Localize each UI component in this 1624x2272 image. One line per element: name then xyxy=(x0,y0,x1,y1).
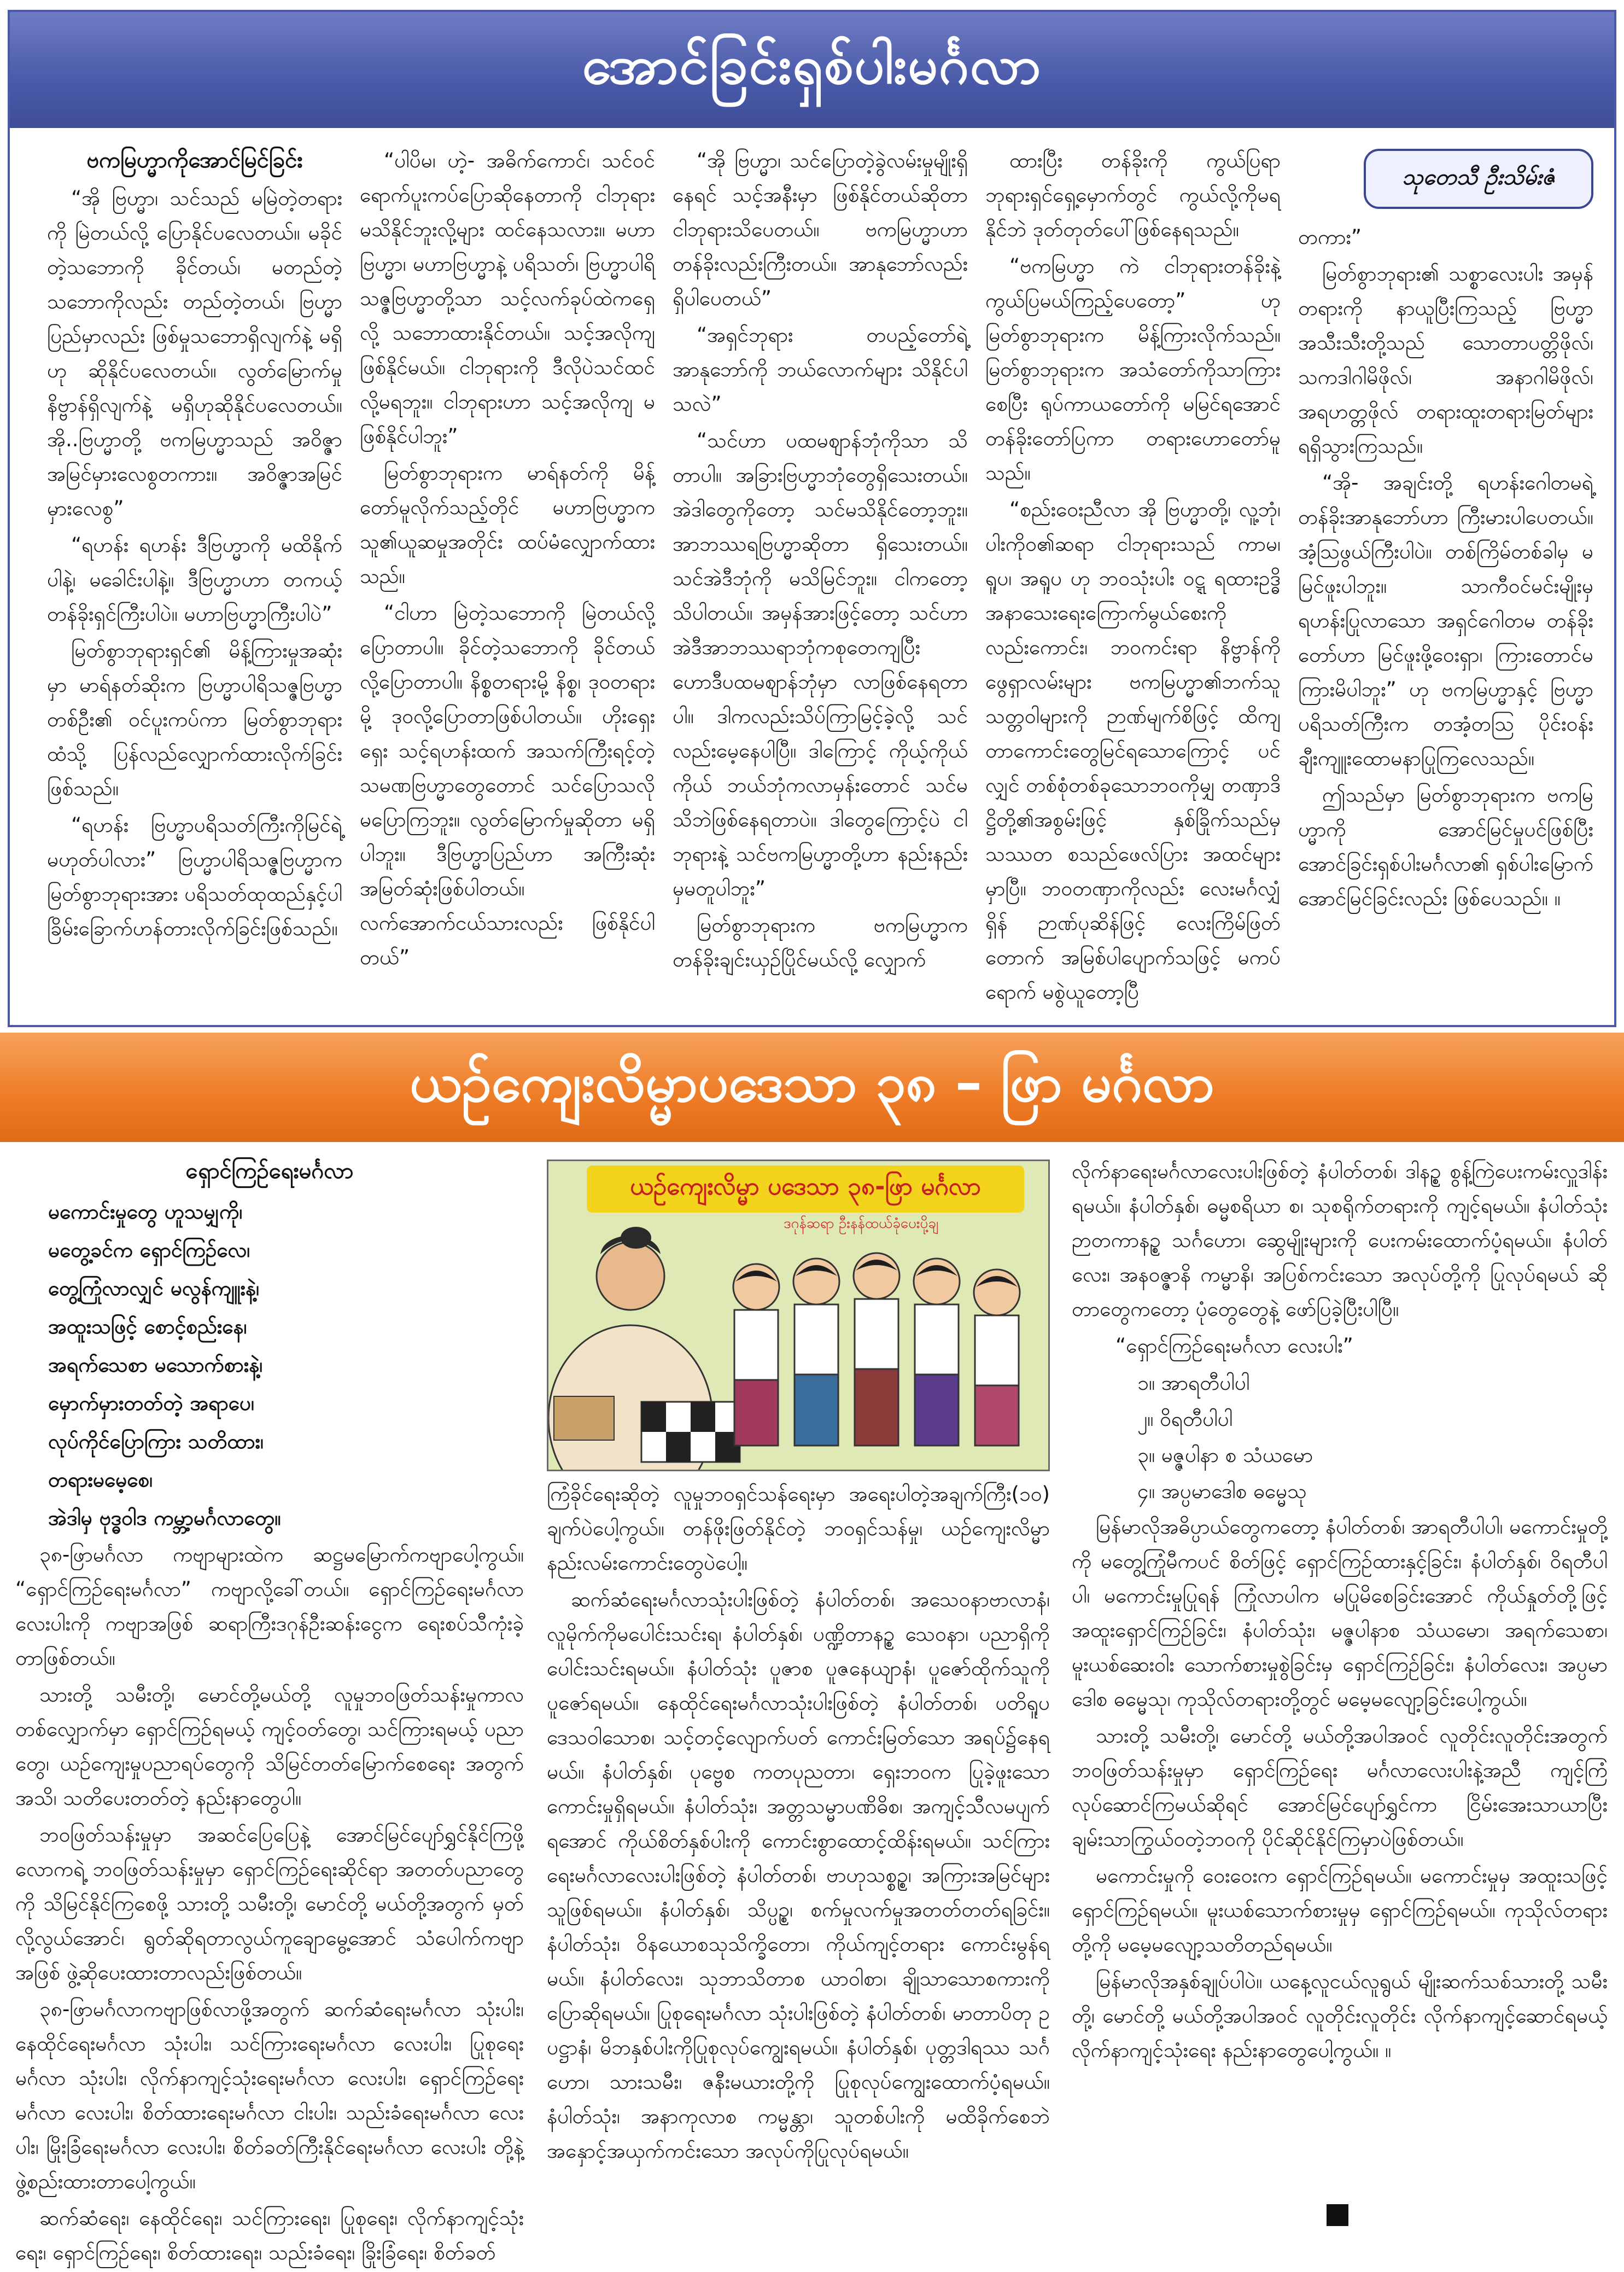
article-1-column-2 xyxy=(360,143,655,977)
paragraph: ဆက်ဆံရေး၊ နေထိုင်ရေး၊ သင်ကြားရေး၊ ပြုစုရေး၊ လိုက်နာကျင့်သုံးရေး၊ ရှောင်ကြဉ်ရေး၊ စိတ်ထားရေး၊ သည်းခံရေး၊ ခြိုးခြံရေး၊ စိတ်ခတ် xyxy=(15,2206,524,2264)
end-of-article-mark xyxy=(1327,2204,1348,2226)
paragraph: “အို- အချင်းတို့ ရဟန်းဂေါတမရဲ့ တန်ခိုးအာနုဘော်ဟာ ကြီးမားပါပေတယ်။ အံ့သြဖွယ်ကြီးပါပဲ။ တစ်ကြိမ်တစ်ခါမှ မမြင်ဖူးပါဘူး။ သာကီဝင်မင်းမျိုးမှ ရဟန်းပြုလာသော အရှင်ဂေါတမ တန်ခိုးတော်ဟာ မြင်ဖူးဖို့ဝေးရှာ၊ ကြားတောင်မကြားမိပါဘူး” ဟု ဗကမြဟ္မာနှင့် ဗြဟ္မာပရိသတ်ကြီးက တအံ့တသြ ပိုင်းဝန်းချီးကျူးထောမနာပြုကြလေသည်။ xyxy=(1298,471,1593,770)
paragraph: “အရှင်ဘုရား တပည့်တော်ရဲ့ အာနုဘော်ကို ဘယ်လောက်များ သိနိုင်ပါသလဲ” xyxy=(673,323,968,416)
paragraph: “စည်းဝေးညီလာ အို ဗြဟ္မာတို့၊ လူ့ဘုံ၊ ပါးကိုဝ၏ဆရာ ငါဘုရားသည် ကာမ၊ ရူပ၊ အရူပ ဟု ဘဝသုံးပါး ဝဋ္ဋ ရထားဥဒ္ဓိအနာသေးရေးကြောက်မွယ်စေးကိုလည်းကောင်း၊ ဘဝကင်းရာ နိဗ္ဗာန်ကို ဖွေရှာလမ်းများ ဗကမြဟ္မာ၏ဘက်သူသတ္တဝါများကို ဉာဏ်မျက်စိဖြင့် ထိကျတာကောင်းတွေမြင်ရသောကြောင့် ပင်လျှင် တစ်စုံတစ်ခုသောဘဝကိုမျှ တဏှာဒိဋ္ဌိတို့၏အစွမ်းဖြင့် နှစ်ခြိုက်သည်မှ သဿတ စသည်ဖေလ်ပြား အထင်များမှာပြီ။ ဘဝတဏှာကိုလည်း လေးမင်္ဂလျှံရှိန် ဉာဏ်ပုဆိန်ဖြင့် လေးကြိမ်ဖြတ်တောက် အမြစ်ပါပျောက်သဖြင့် မကပ်ရောက် မစွဲယူတော့ပြီ xyxy=(985,498,1281,1004)
article-1 xyxy=(8,10,1616,1027)
article-1-column-1 xyxy=(47,143,342,948)
paragraph: ဤသည်မှာ မြတ်စွာဘုရားက ဗကမြဟ္မာကို အောင်မြင်မှုပင်ဖြစ်ပြီး အောင်ခြင်းရှစ်ပါးမင်္ဂလာ၏ ရှစ်ပါးမြောက်အောင်မြင်ခြင်းလည်း ဖြစ်ပေသည်။ ။ xyxy=(1298,783,1593,910)
paragraph: မြန်မာလိုအနှစ်ချုပ်ပါပဲ။ ယနေ့လူငယ်လူရွယ် မျိုးဆက်သစ်သားတို့ သမီးတို့၊ မောင်တို့ မယ်တို့အပါအဝင် လူတိုင်းလူတိုင်း လိုက်နာကျင့်ဆောင်ရမယ့် လိုက်နာကျင့်သုံးရေး နည်းနာတွေပေါ့ကွယ်။ ။ xyxy=(1072,1970,1608,2062)
poem-line: အဲဒါမှ ဗုဒ္ဓဝါဒ ကမ္ဘာ့မင်္ဂလာတွေ။ xyxy=(48,1506,281,1530)
paragraph: မြတ်စွာဘုရားက ဗကမြဟ္မာက တန်ခိုးချင်းယှဉ်ပြိုင်မယ်လို့ လျှောက် xyxy=(673,913,968,971)
poem-line: တရားမမေ့စေ၊ xyxy=(48,1468,153,1492)
poem-line: မှောက်မှားတတ်တဲ့ အရာပေ၊ xyxy=(48,1391,254,1415)
article-1-title: အောင်ခြင်းရှစ်ပါးမင်္ဂလာ xyxy=(582,34,1042,96)
article-2-column-2 xyxy=(547,1477,1050,2170)
charm-list xyxy=(1072,1365,1608,1510)
paragraph: လိုက်နာရေးမင်္ဂလာလေးပါးဖြစ်တဲ့ နံပါတ်တစ်၊ ဒါနဉ္စ စွန့်ကြဲပေးကမ်းလှူဒါန်းရမယ်။ နံပါတ်နှစ်၊ ဓမ္မစရိယာ စ၊ သုစရိုက်တရားကို ကျင့်ရမယ်။ နံပါတ်သုံး ဉာတကာနဉ္စ သင်္ဂဟော၊ ဆွေမျိုးများကို ပေးကမ်းထောက်ပံ့ရမယ်။ နံပါတ်လေး၊ အနဝဇ္ဇာနိ ကမ္မာနိ၊ အပြစ်ကင်းသော အလုပ်တို့ကို ပြုလုပ်ရမယ် ဆိုတာတွေကတော့ ပုံတွေတွေနဲ့ ဖော်ပြခဲ့ပြီးပါပြီ။ xyxy=(1072,1160,1608,1321)
poem-line: အရက်သေစာ မသောက်စားနဲ့၊ xyxy=(48,1353,263,1377)
paragraph: မြတ်စွာဘုရားရှင်၏ မိန့်ကြားမှုအဆုံးမှာ မာရ်နတ်ဆိုးက ဗြဟ္မာပါရိသဇ္ဇဗြဟ္မာတစ်ဦး၏ ဝင်ပူးကပ်ကာ မြတ်စွာဘုရားထံသို့ ပြန်လည်လျှောက်ထားလိုက်ခြင်းဖြစ်သည်။ xyxy=(47,639,342,800)
paragraph: ထားပြီး တန်ခိုးကို ကွယ်ပြရာ ဘုရားရှင်ရှေ့မှောက်တွင် ကွယ်လို့ကိုမရနိုင်ဘဲ ဒုတ်တုတ်ပေါ်ဖြစ်နေရသည်။ xyxy=(985,149,1281,241)
paragraph: “အို ဗြဟ္မာ၊ သင်သည် မမြဲတဲ့တရားကို မြဲတယ်လို့ ပြောနိုင်ပလေတယ်။ မခိုင်တဲ့သဘောကို ခိုင်တယ်၊ မတည်တဲ့သဘောကိုလည်း တည်တဲ့တယ်၊ ဗြဟ္မာပြည်မှာလည်း ဖြစ်မှုသဘောရှိလျက်နဲ့ မရှိဟု ဆိုနိုင်ပလေတယ်။ လွတ်မြောက်မှုနိဗ္ဗာန်ရှိလျက်နဲ့ မရှိဟုဆိုနိုင်ပလေတယ်။ အို..ဗြဟ္မာတို့ ဗကမြဟ္မာသည် အဝိဇ္ဇာအမြင်မှားလေစွတကား။ အဝိဇ္ဇာအမြင်မှားလေစွ” xyxy=(47,187,342,520)
paragraph: မြတ်စွာဘုရားက မာရ်နတ်ကို မိန့်တော်မူလိုက်သည့်တိုင် မဟာဗြဟ္မာက သူ၏ယူဆမှုအတိုင်း ထပ်မံလျှောက်ထားသည်။ xyxy=(360,461,655,588)
quote: “ရှောင်ကြဉ်ရေးမင်္ဂလာ လေးပါး” xyxy=(1115,1334,1353,1358)
article-2-title: ယဉ်ကျေးလိမ္မာပဒေသာ ၃၈ – ဖြာ မင်္ဂလာ xyxy=(409,1051,1214,1114)
section-heading: ရှောင်ကြဉ်ရေးမင်္ဂလာ xyxy=(185,1158,354,1184)
paragraph: “ရဟန်း ရဟန်း ဒီဗြဟ္မာကို မထိနိုက်ပါနဲ့၊ မခေါင်းပါနဲ့။ ဒီဗြဟ္မာဟာ တကယ့်တန်ခိုးရှင်ကြီးပါပဲ။ မဟာဗြဟ္မာကြီးပါပဲ” xyxy=(47,533,342,626)
poem-line: လုပ်ကိုင်ပြောကြား သတိထား၊ xyxy=(48,1430,264,1453)
poem-line: မတွေ့ခင်က ရှောင်ကြဉ်လေ၊ xyxy=(48,1238,250,1262)
paragraph: တကား” xyxy=(1298,225,1362,249)
section-heading: ဗကမြဟ္မာကိုအောင်မြင်ခြင်း xyxy=(86,148,303,173)
paragraph: ကြံခိုင်ရေးဆိုတဲ့ လူမှုဘဝရှင်သန်ရေးမှာ အရေးပါတဲ့အချက်ကြီး(၁၀) ချက်ပဲပေါ့ကွယ်။ တန်ဖိုးဖြတ်နိုင်တဲ့ ဘဝရှင်သန်မှု၊ ယဉ်ကျေးလိမ္မာ နည်းလမ်းကောင်းတွေပဲပေါ့။ xyxy=(547,1482,1050,1575)
paragraph: ၃၈-ဖြာမင်္ဂလာကဗျာဖြစ်လာဖို့အတွက် ဆက်ဆံရေးမင်္ဂလာ သုံးပါး၊ နေထိုင်ရေးမင်္ဂလာ သုံးပါး၊ သင်ကြားရေးမင်္ဂလာ လေးပါး၊ ပြုစုရေးမင်္ဂလာ သုံးပါး၊ လိုက်နာကျင့်သုံးရေးမင်္ဂလာ လေးပါး၊ ရှောင်ကြဉ်ရေးမင်္ဂလာ လေးပါး၊ စိတ်ထားရေးမင်္ဂလာ ငါးပါး၊ သည်းခံရေးမင်္ဂလာ လေးပါး၊ မြိုးခြံရေးမင်္ဂလာ လေးပါး၊ စိတ်ခတ်ကြီးနိုင်ရေးမင်္ဂလာ လေးပါး တို့နဲ့ ဖွဲ့စည်းထားတာပေါ့ကွယ်။ xyxy=(15,1997,524,2193)
paragraph: မြန်မာလိုအဓိပ္ပာယ်တွေကတော့ နံပါတ်တစ်၊ အာရတီပါပါ၊ မကောင်းမှုတို့ကို မတွေ့ကြုံမီကပင် စိတ်ဖြင့် ရှောင်ကြဉ်ထားနှင့်ခြင်း၊ နံပါတ်နှစ်၊ ဝိရတီပါပါ၊ မကောင်းမှုပြုရန် ကြုံလာပါက မပြုမိစေခြင်းအောင် ကိုယ်နှုတ်တို့ဖြင့် အထူးရှောင်ကြဉ်ခြင်း၊ နံပါတ်သုံး၊ မဇ္ဇပါနာစ သံယမော၊ အရက်သေစာ၊ မူးယစ်ဆေးဝါး သောက်စားမှုစွဲခြင်းမှ ရှောင်ကြဉ်ခြင်း၊ နံပါတ်လေး၊ အပ္ပမာဒေါစ ဓမ္မေသု၊ ကုသိုလ်တရားတို့တွင် မမေ့မလျော့ခြင်းပေါ့ကွယ်။ xyxy=(1072,1515,1608,1711)
paragraph: “အို ဗြဟ္မာ၊ သင်ပြောတဲ့ခွဲလမ်းမှုမျိုးရှိနေရင် သင့်အနီးမှာ ဖြစ်နိုင်တယ်ဆိုတာ ငါဘုရားသိပေတယ်။ ဗကမြဟ္မာဟာ တန်ခိုးလည်းကြီးတယ်။ အာနုဘော်လည်းရှိပါပေတယ်” xyxy=(673,149,968,310)
poem xyxy=(15,1193,524,1537)
poem-line: မကောင်းမှုတွေ ဟူသမျှကို၊ xyxy=(48,1200,243,1224)
paragraph: မကောင်းမှုကို ဝေးဝေးက ရှောင်ကြဉ်ရမယ်။ မကောင်းမှုမှ အထူးသဖြင့်ရှောင်ကြဉ်ရမယ်။ မူးယစ်သောက်စားမှုမှ ရှောင်ကြဉ်ရမယ်။ ကုသိုလ်တရားတို့ကို မမေ့မလျော့သတိတည်ရမယ်။ xyxy=(1072,1864,1608,1956)
article-1-column-4 xyxy=(985,143,1281,1011)
paragraph: သားတို့ သမီးတို့၊ မောင်တို့မယ်တို့ လူမှုဘဝဖြတ်သန်းမှုကာလ တစ်လျှောက်မှာ ရှောင်ကြဉ်ရမယ့် ကျင့်ဝတ်တွေ၊ သင်ကြားရမယ့် ပညာတွေ၊ ယဉ်ကျေးမှုပညာရပ်တွေကို သိမြင်တတ်မြောက်စေရေး အတွက် အသိ၊ သတိပေးတတ်တဲ့ နည်းနာတွေပါ။ xyxy=(15,1683,524,1810)
article-1-column-3 xyxy=(673,143,968,979)
article-2-banner xyxy=(0,1033,1624,1142)
paragraph: “ဗကမြဟ္မာ ကဲ ငါဘုရားတန်ခိုးနဲ့ ကွယ်ပြမယ်ကြည့်ပေတော့” ဟုမြတ်စွာဘုရားက မိန့်ကြားလိုက်သည်။ မြတ်စွာဘုရားက အသံတော်ကိုသာကြားစေပြီး ရုပ်ကာယတော်ကို မမြင်ရအောင် တန်ခိုးတော်ပြကာ တရားဟောတော်မူသည်။ xyxy=(985,254,1281,485)
paragraph: ၃၈-ဖြာမင်္ဂလာ ကဗျာများထဲက ဆဋ္ဌမမြောက်ကဗျာပေါ့ကွယ်။ “ရှောင်ကြဉ်ရေးမင်္ဂလာ” ကဗျာလို့ခေါ်တယ်။ ရှောင်ကြဉ်ရေးမင်္ဂလာ လေးပါးကို ကဗျာအဖြစ် ဆရာကြီးဒဂုန်ဦးဆန်းငွေက ရေးစပ်သီကုံးခဲ့တာဖြစ်တယ်။ xyxy=(15,1543,524,1670)
paragraph: ဘဝဖြတ်သန်းမှုမှာ အဆင်ပြေပြေနဲ့ အောင်မြင်ပျော်ရွှင်နိုင်ကြဖို့ လောကရဲ့ ဘဝဖြတ်သန်းမှုမှာ ရှောင်ကြဉ်ရေးဆိုင်ရာ အတတ်ပညာတွေကို သိမြင်နိုင်ကြစေဖို့ သားတို့ သမီးတို့၊ မောင်တို့ မယ်တို့အတွက် မှတ်လို့လွယ်အောင်၊ ရွတ်ဆိုရတာလွယ်ကူချောမွေ့အောင် သံပေါက်ကဗျာအဖြစ် ဖွဲ့ဆိုပေးထားတာလည်းဖြစ်တယ်။ xyxy=(15,1823,524,1984)
paragraph: “ပါပိမ၊ ဟဲ့- အဓိက်ကောင်၊ သင်ဝင်ရောက်ပူးကပ်ပြောဆိုနေတာကို ငါဘုရားမသိနိုင်ဘူးလို့များ ထင်နေသလား။ မဟာဗြဟ္မာ၊ မဟာဗြဟ္မာနဲ့ ပရိသတ်၊ ဗြဟ္မာပါရိသဇ္ဇဗြဟ္မာတို့သာ သင့်လက်ခုပ်ထဲကရှေလို့ သဘောထားနိုင်တယ်။ သင့်အလိုကျ ဖြစ်နိုင်မယ်။ ငါဘုရားကို ဒီလိုပဲသင်ထင်လို့မရဘူး။ ငါဘုရားဟာ သင့်အလိုကျ မဖြစ်နိုင်ပါဘူး” xyxy=(360,149,655,448)
illustration-title: ယဉ်ကျေးလိမ္မာ ပဒေသာ ၃၈-ဖြာ မင်္ဂလာ xyxy=(587,1166,1024,1213)
paragraph: သားတို့ သမီးတို့၊ မောင်တို့ မယ်တို့အပါအဝင် လူတိုင်းလူတိုင်းအတွက် ဘဝဖြတ်သန်းမှုမှာ ရှောင်ကြဉ်ရေး မင်္ဂလာလေးပါးနဲ့အညီ ကျင့်ကြံလုပ်ဆောင်ကြမယ်ဆိုရင် အောင်မြင်ပျော်ရွှင်ကာ ငြိမ်းအေးသာယာပြီး ချမ်းသာကြွယ်ဝတဲ့ဘဝကို ပိုင်ဆိုင်နိုင်ကြမှာပဲဖြစ်တယ်။ xyxy=(1072,1724,1608,1851)
list-item: ၁။ အာရတီပါပါ xyxy=(1137,1371,1250,1395)
list-item: ၃။ မဇ္ဇပါနာ စ သံယမော xyxy=(1137,1443,1313,1467)
article-1-banner xyxy=(10,12,1614,128)
article-1-column-5 xyxy=(1298,220,1593,918)
paragraph: “ရဟန်း ဗြဟ္မာပရိသတ်ကြီးကိုမြင်ရဲ့မဟုတ်ပါလား” ဗြဟ္မာပါရိသဇ္ဇဗြဟ္မာက မြတ်စွာဘုရားအား ပရိသတ်ထုထည်နှင့်ပါ ခြိမ်းခြောက်ဟန်တားလိုက်ခြင်းဖြစ်သည်။ xyxy=(47,813,342,940)
article-2-column-3 xyxy=(1072,1154,1608,2070)
paragraph: “သင်ဟာ ပထမဈာန်ဘုံကိုသာ သိတာပါ။ အခြားဗြဟ္မာဘုံတွေရှိသေးတယ်။ အဲဒါတွေကိုတော့ သင်မသိနိုင်တော့ဘူး။ အာဘဿရဗြဟ္မာဆိုတာ ရှိသေးတယ်။ သင်အဲဒီဘုံကို မသိမြင်ဘူး။ ငါကတော့ သိပါတယ်။ အမှန်အားဖြင့်တော့ သင်ဟာ အဲဒီအာဘဿရာဘုံကစုတေကျပြီး ဟောဒီပထမဈာန်ဘုံမှာ လာဖြစ်နေရတာပါ။ ဒါကလည်းသိပ်ကြာမြင့်ခဲ့လို့ သင်လည်းမေ့နေပါပြီ။ ဒါကြောင့် ကိုယ့်ကိုယ်ကိုယ် ဘယ်ဘုံကလာမှန်းတောင် သင်မသိဘဲဖြစ်နေရတာပဲ။ ဒါတွေကြောင့်ပဲ ငါဘုရားနဲ့ သင်ဗကမြဟ္မာတို့ဟာ နည်းနည်းမှမတူပါဘူး” xyxy=(673,429,968,900)
teacher-and-children-drawing xyxy=(548,1161,1048,1470)
article-2-column-1 xyxy=(15,1154,524,2272)
illustration-subtitle: ဒဂုန်ဆရာ ဦးနန်ထယ်ခုံပေးပို့ချ xyxy=(784,1215,938,1232)
list-item: ၄။ အပ္ပမာဒေါစ ဓမ္မေသု xyxy=(1137,1479,1307,1503)
author-byline: သုတေသီ ဦးသိမ်းဇံ xyxy=(1364,149,1593,209)
paragraph: “ငါဟာ မြဲတဲ့သဘောကို မြဲတယ်လို့ ပြောတာပါ။ ခိုင်တဲ့သဘောကို ခိုင်တယ်လို့ပြောတာပါ။ နိစ္စတရားမို့ နိစ္စ၊ ဒုဝတရားမို့ ဒုဝလို့ပြောတာဖြစ်ပါတယ်။ ဟိုးရှေးရှေး သင့်ရဟန်းထက် အသက်ကြီးရင့်တဲ့ သမဏဗြဟ္မာတွေတောင် သင်ပြောသလို မပြောကြဘူး။ လွတ်မြောက်မှုဆိုတာ မရှိပါဘူး။ ဒီဗြဟ္မာပြည်ဟာ အကြီးဆုံး အမြတ်ဆုံးဖြစ်ပါတယ်။ လက်အောက်ငယ်သားလည်း ဖြစ်နိုင်ပါတယ်” xyxy=(360,601,655,969)
illustration xyxy=(547,1160,1050,1471)
poem-line: တွေ့ကြုံလာလျှင် မလွန်ကျူးနဲ့၊ xyxy=(48,1277,259,1300)
list-item: ၂။ ဝိရတီပါပါ xyxy=(1137,1407,1233,1431)
paragraph: ဆက်ဆံရေးမင်္ဂလာသုံးပါးဖြစ်တဲ့ နံပါတ်တစ်၊ အသေဝနာဗာလာနံ၊ လူမိုက်ကိုမပေါင်းသင်းရ၊ နံပါတ်နှစ်၊ ပဏ္ဍိတာနဉ္စ သေဝနာ၊ ပညာရှိကိုပေါင်းသင်းရမယ်။ နံပါတ်သုံး ပူဇာစ ပူဇနေယျာနံ၊ ပူဇော်ထိုက်သူကို ပူဇော်ရမယ်။ နေထိုင်ရေးမင်္ဂလာသုံးပါးဖြစ်တဲ့ နံပါတ်တစ်၊ ပတိရူပဒေသဝါသောစ၊ သင့်တင့်လျောက်ပတ် ကောင်းမြတ်သော အရပ်၌နေရမယ်။ နံပါတ်နှစ်၊ ပုဗ္ဗေစ ကတပုညတာ၊ ရှေးဘဝက ပြုခဲ့ဖူးသောကောင်းမှုရှိရမယ်။ နံပါတ်သုံး၊ အတ္တသမ္မာပဏိဓိစ၊ အကျင့်သီလမပျက်ရအောင် ကိုယ်စိတ်နှစ်ပါးကို ကောင်းစွာထောင့်ထိန်းရမယ်။ သင်ကြားရေးမင်္ဂလာလေးပါးဖြစ်တဲ့ နံပါတ်တစ်၊ ဗာဟုသစ္စဥ္စ၊ အကြားအမြင်များသူဖြစ်ရမယ်။ နံပါတ်နှစ်၊ သိပ္ပဉ္စ၊ စက်မှုလက်မှုအတတ်တတ်ရခြင်း။ နံပါတ်သုံး၊ ဝိနယောစသုသိက္ခိတော၊ ကိုယ်ကျင့်တရား ကောင်းမွန်ရမယ်။ နံပါတ်လေး၊ သုဘာသိတာစ ယာဝါစာ၊ ချိုသာသောစကားကို ပြောဆိုရမယ်။ ပြုစုရေးမင်္ဂလာ သုံးပါးဖြစ်တဲ့ နံပါတ်တစ်၊ မာတာပိတု ဥပဋ္ဌာနံ၊ မိဘနှစ်ပါးကိုပြုစုလုပ်ကျွေးရမယ်။ နံပါတ်နှစ်၊ ပုတ္တဒါရဿ သင်္ဂဟော၊ သားသမီး၊ ဇနီးမယားတို့ကို ပြုစုလုပ်ကျွေးထောက်ပံ့ရမယ်။ နံပါတ်သုံး၊ အနာကုလာစ ကမ္မန္တာ၊ သူတစ်ပါးကို မထိခိုက်စေဘဲ အနှောင့်အယှက်ကင်းသော အလုပ်ကိုပြုလုပ်ရမယ်။ xyxy=(547,1588,1050,2163)
paragraph: မြတ်စွာဘုရား၏ သစ္စာလေးပါး အမှန်တရားကို နာယူပြီးကြသည့် ဗြဟ္မာအသီးသီးတို့သည် သောတာပတ္တိဖိုလ်၊ သကဒါဂါမိဖိုလ်၊ အနာဂါမိဖိုလ်၊ အရဟတ္တဖိုလ် တရားထူးတရားမြတ်များ ရရှိသွားကြသည်။ xyxy=(1298,262,1593,458)
poem-line: အထူးသဖြင့် စောင့်စည်းနေ၊ xyxy=(48,1315,247,1338)
